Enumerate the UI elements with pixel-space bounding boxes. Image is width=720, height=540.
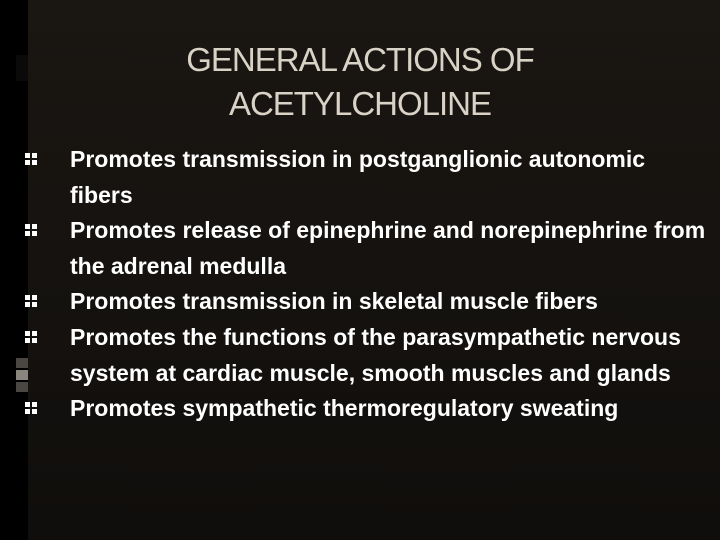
bullet-item — [16, 320, 706, 391]
square-flower-bullet-icon — [24, 294, 38, 308]
bullet-item — [16, 284, 706, 320]
bullet-text: Promotes sympathetic thermoregulatory sweating — [70, 395, 619, 422]
bullet-item — [16, 391, 706, 427]
slide-title-line: ACETYLCHOLINE — [228, 85, 492, 122]
bullet-item — [16, 213, 706, 284]
bullet-item — [16, 142, 706, 213]
slide-title — [28, 38, 692, 126]
bullet-text: Promotes transmission in postganglionic autonomic fibers — [70, 146, 646, 208]
square-flower-bullet-icon — [24, 223, 38, 237]
bullet-text: Promotes transmission in skeletal muscle fibers — [70, 288, 598, 315]
bullet-text: Promotes release of epinephrine and norepinephrine from the adrenal medulla — [70, 217, 706, 279]
square-flower-bullet-icon — [24, 401, 38, 415]
slide-title-line: GENERAL ACTIONS OF — [186, 41, 534, 78]
title-accent-block — [16, 55, 28, 81]
bullet-list — [16, 142, 706, 427]
bullet-text: Promotes the functions of the parasympathetic nervous system at cardiac muscle, smooth muscles and glands — [70, 323, 681, 386]
square-flower-bullet-icon — [24, 330, 38, 344]
square-flower-bullet-icon — [24, 152, 38, 166]
